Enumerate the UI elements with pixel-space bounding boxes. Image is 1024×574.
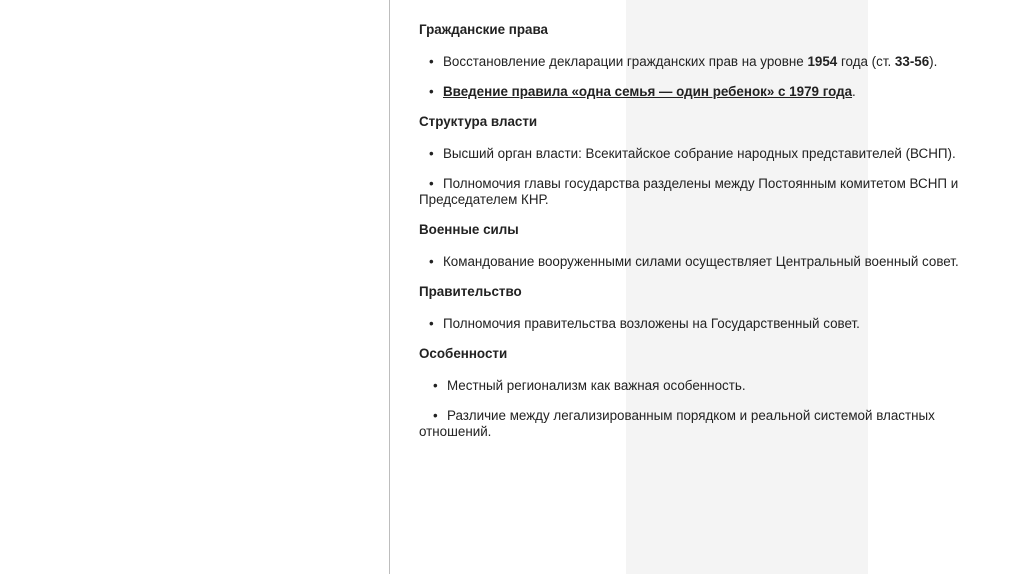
bullet-item bbox=[419, 176, 969, 208]
section-heading: Гражданские права bbox=[419, 22, 549, 37]
bullet-item bbox=[419, 254, 969, 270]
bullet-text: Высший орган власти: Всекитайское собрание народных представителей (ВСНП). bbox=[443, 146, 956, 161]
bullet-text: Командование вооруженными силами осуществляет Центральный военный совет. bbox=[443, 254, 959, 269]
bullet-icon: • bbox=[429, 176, 434, 191]
bullet-icon: • bbox=[429, 146, 434, 161]
bullet-text: Полномочия главы государства разделены между Постоянным комитетом ВСНП и Председателем КНР. bbox=[419, 176, 959, 207]
bullet-text: Введение правила «одна семья — один ребенок» с 1979 года bbox=[443, 84, 853, 99]
bullet-icon: • bbox=[429, 54, 434, 69]
bullet-text: Местный регионализм как важная особенность. bbox=[447, 378, 746, 393]
document-content bbox=[419, 22, 969, 454]
bullet-item bbox=[419, 408, 969, 440]
bullet-text: 1954 bbox=[807, 54, 838, 69]
bullet-icon: • bbox=[429, 84, 434, 99]
bullet-icon: • bbox=[433, 408, 438, 423]
bullet-text: . bbox=[852, 84, 856, 99]
bullet-text: года (ст. bbox=[837, 54, 895, 69]
page-divider bbox=[389, 0, 390, 574]
section-heading: Военные силы bbox=[419, 222, 519, 237]
section-heading: Структура власти bbox=[419, 114, 538, 129]
bullet-text: ). bbox=[929, 54, 938, 69]
section-heading: Правительство bbox=[419, 284, 522, 299]
bullet-text: Восстановление декларации гражданских прав на уровне bbox=[443, 54, 808, 69]
left-pane bbox=[0, 0, 389, 574]
section-heading: Особенности bbox=[419, 346, 508, 361]
bullet-item bbox=[419, 146, 969, 162]
bullet-icon: • bbox=[433, 378, 438, 393]
bullet-item bbox=[419, 378, 969, 394]
bullet-icon: • bbox=[429, 254, 434, 269]
bullet-text: 33-56 bbox=[894, 54, 930, 69]
bullet-item bbox=[419, 54, 969, 70]
bullet-icon: • bbox=[429, 316, 434, 331]
bullet-item bbox=[419, 84, 969, 100]
bullet-text: Различие между легализированным порядком и реальной системой властных отношений. bbox=[419, 408, 935, 439]
bullet-text: Полномочия правительства возложены на Государственный совет. bbox=[443, 316, 860, 331]
bullet-item bbox=[419, 316, 969, 332]
